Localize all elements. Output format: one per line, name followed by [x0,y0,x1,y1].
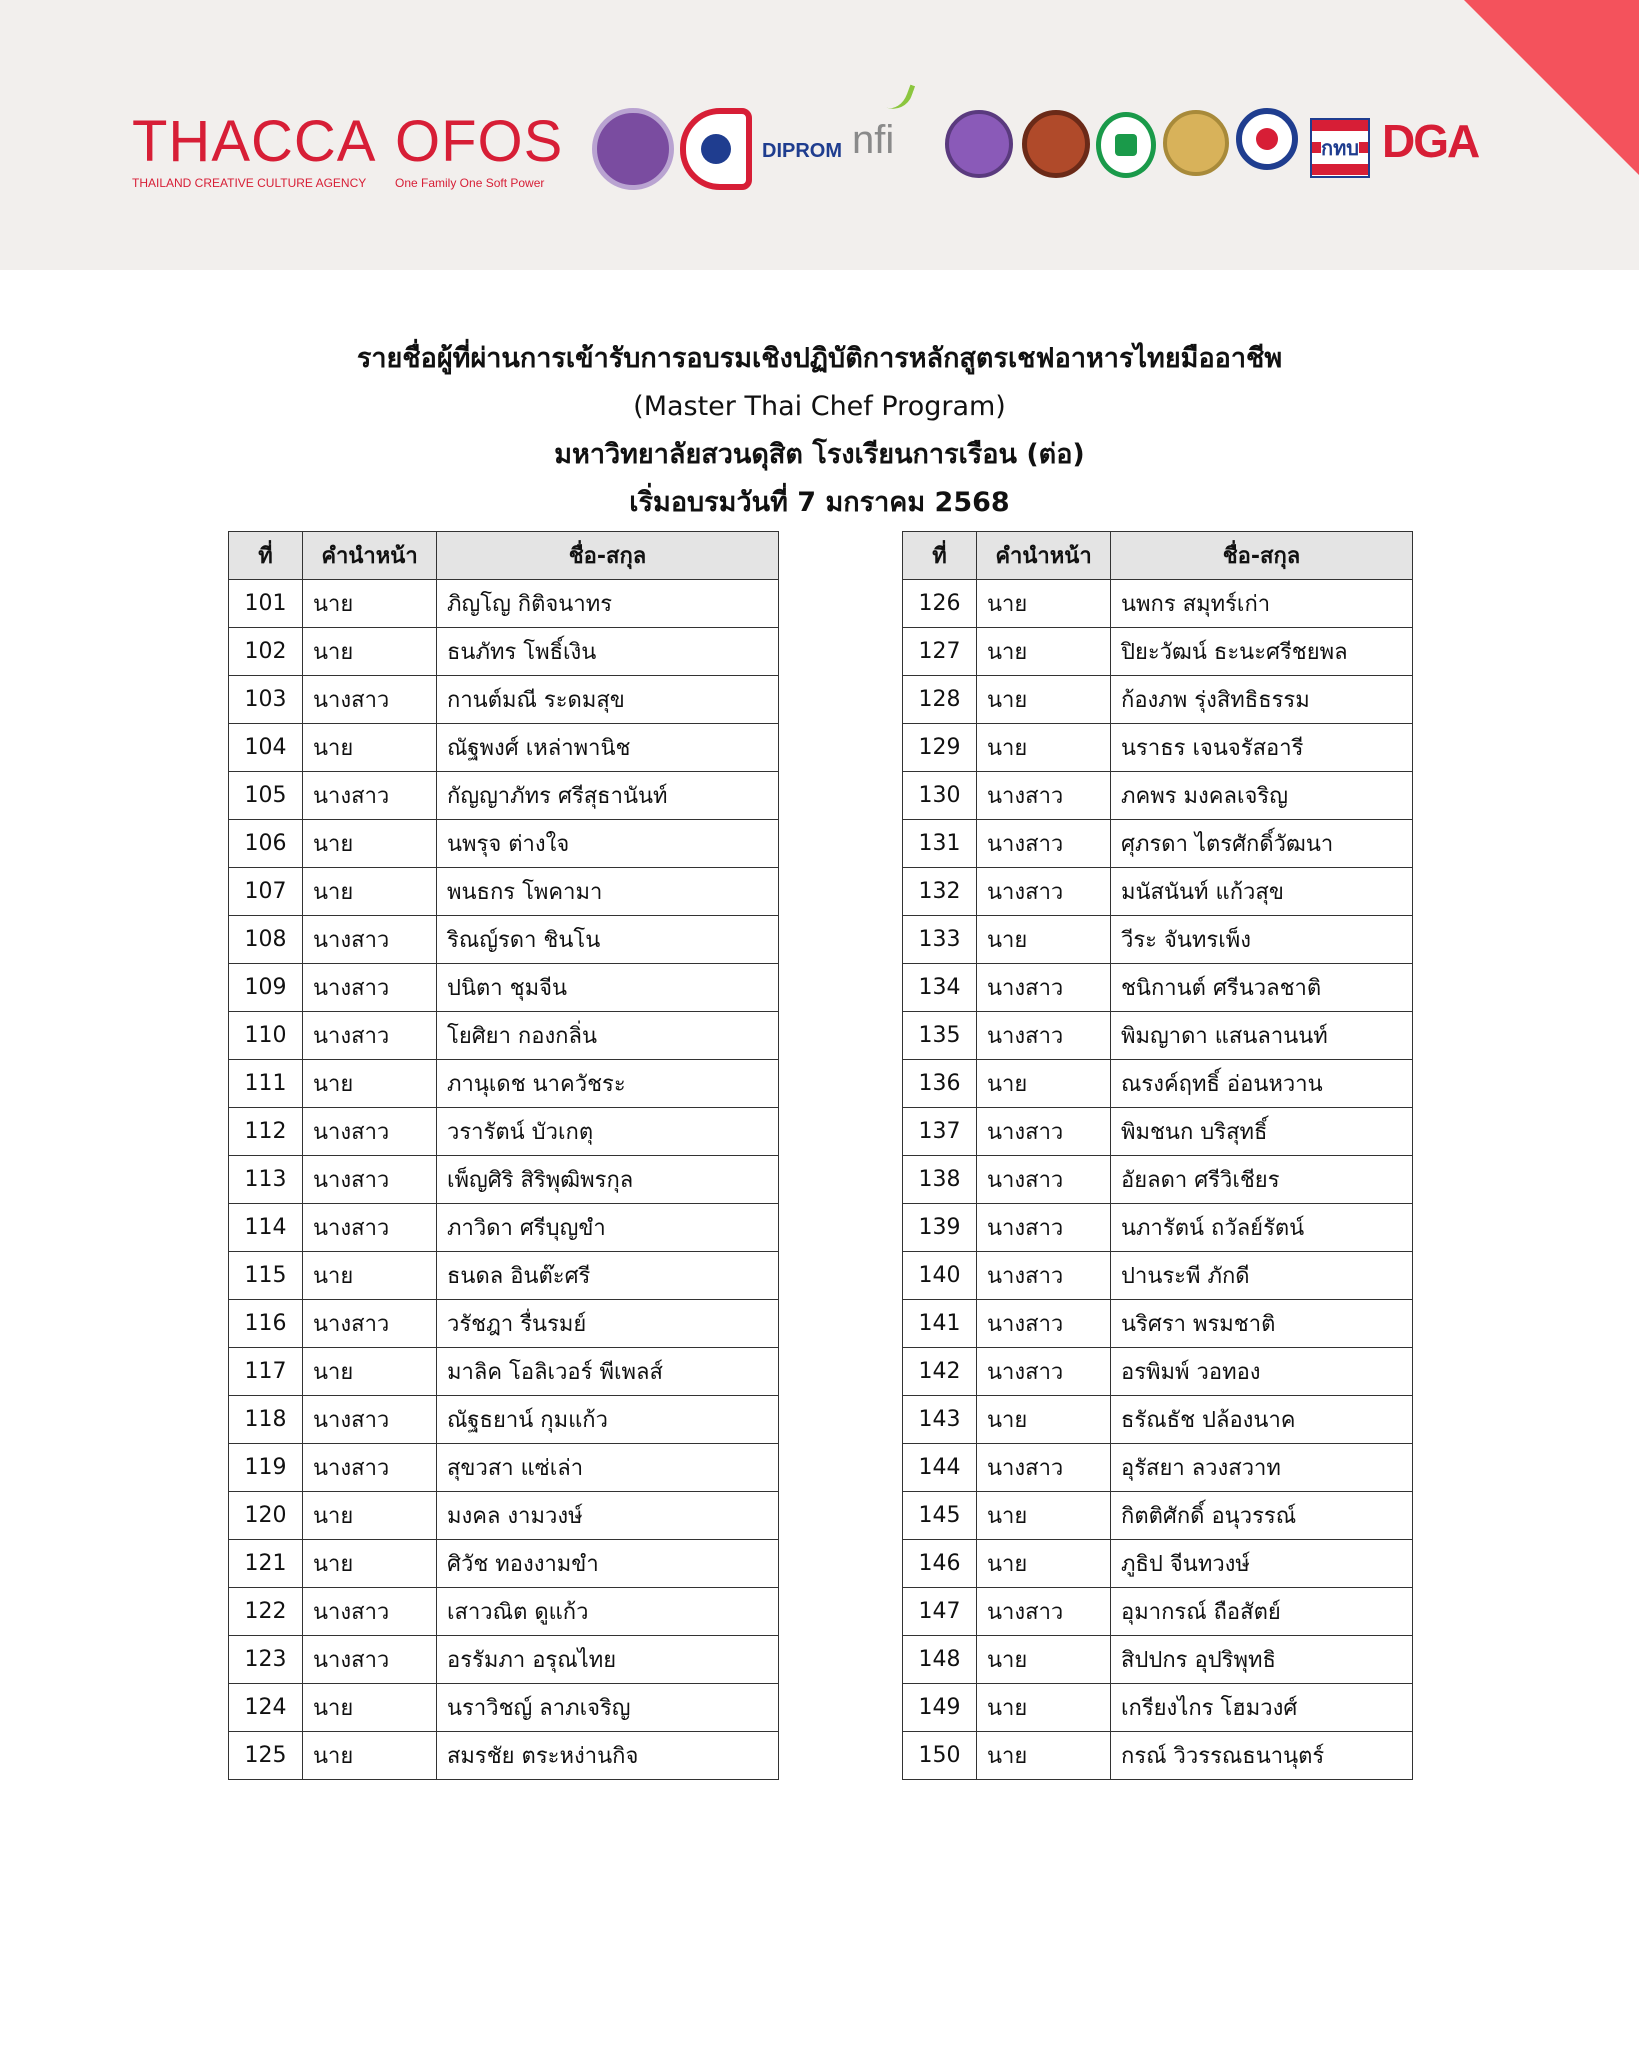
row-number: 139 [903,1204,977,1252]
row-prefix: นางสาว [303,1300,437,1348]
row-prefix: นางสาว [977,1300,1111,1348]
anniversary-emblem-icon [680,108,752,190]
row-number: 149 [903,1684,977,1732]
row-number: 111 [229,1060,303,1108]
row-name: ณรงค์ฤทธิ์ อ่อนหวาน [1111,1060,1413,1108]
row-name: ภานุเดช นาควัชระ [437,1060,779,1108]
table-row [903,1588,1413,1636]
dga-logo [1382,114,1478,168]
table-row [903,1156,1413,1204]
row-number: 128 [903,676,977,724]
row-name: เกรียงไกร โฮมวงศ์ [1111,1684,1413,1732]
row-name: วรารัตน์ บัวเกตุ [437,1108,779,1156]
row-prefix: นาย [303,1252,437,1300]
row-prefix: นางสาว [977,1588,1111,1636]
leaf-icon [876,76,915,115]
row-name: มาลิค โอลิเวอร์ พีเพลส์ [437,1348,779,1396]
row-name: มงคล งามวงษ์ [437,1492,779,1540]
row-name: วรัชฎา รื่นรมย์ [437,1300,779,1348]
ministry-seal-icon [592,108,674,190]
table-row [229,1684,779,1732]
row-prefix: นางสาว [303,1204,437,1252]
row-name: ภาวิดา ศรีบุญขำ [437,1204,779,1252]
row-prefix: นางสาว [977,772,1111,820]
table-row [903,580,1413,628]
row-number: 134 [903,964,977,1012]
table-row [229,1444,779,1492]
row-number: 126 [903,580,977,628]
title-line-2: (Master Thai Chef Program) [633,391,1006,422]
row-prefix: นางสาว [977,1252,1111,1300]
row-prefix: นางสาว [977,820,1111,868]
table-row [903,1012,1413,1060]
row-prefix: นางสาว [977,868,1111,916]
header-name: ชื่อ-สกุล [1111,532,1413,580]
ofos-logo-name: OFOS [395,109,564,174]
row-name: พนธกร โพคามา [437,868,779,916]
row-prefix: นาย [977,724,1111,772]
row-number: 105 [229,772,303,820]
row-name: นริศรา พรมชาติ [1111,1300,1413,1348]
row-number: 121 [229,1540,303,1588]
table-row [903,868,1413,916]
table-row [229,868,779,916]
nfi-logo-text: nfi [852,118,895,162]
row-number: 110 [229,1012,303,1060]
row-prefix: นาย [977,1540,1111,1588]
table-row [903,1060,1413,1108]
row-prefix: นาย [303,868,437,916]
row-number: 148 [903,1636,977,1684]
row-name: อัยลดา ศรีวิเชียร [1111,1156,1413,1204]
header-banner [0,0,1639,270]
row-name: พิมชนก บริสุทธิ์ [1111,1108,1413,1156]
row-number: 118 [229,1396,303,1444]
row-name: ปนิตา ชุมจีน [437,964,779,1012]
row-name: นพกร สมุทร์เก่า [1111,580,1413,628]
table-row [903,1492,1413,1540]
row-name: นราธร เจนจรัสอารี [1111,724,1413,772]
table-row [903,628,1413,676]
health-seal-icon [1096,112,1156,178]
table-header-row [229,532,779,580]
row-number: 143 [903,1396,977,1444]
table-row [229,1300,779,1348]
gold-seal-icon [1163,110,1229,176]
row-number: 119 [229,1444,303,1492]
row-prefix: นาย [303,1684,437,1732]
row-prefix: นางสาว [303,1108,437,1156]
row-prefix: นาย [303,628,437,676]
row-prefix: นาย [977,580,1111,628]
row-name: ปานระพี ภักดี [1111,1252,1413,1300]
table-row [903,916,1413,964]
table-row [229,1060,779,1108]
row-prefix: นางสาว [303,1156,437,1204]
row-number: 101 [229,580,303,628]
table-row [229,916,779,964]
row-number: 146 [903,1540,977,1588]
ofos-logo [395,109,564,190]
row-name: ณัฐธยาน์ กุมแก้ว [437,1396,779,1444]
row-prefix: นางสาว [977,1156,1111,1204]
row-prefix: นางสาว [977,1348,1111,1396]
table-row [903,1732,1413,1780]
row-prefix: นางสาว [303,1588,437,1636]
row-name: ก้องภพ รุ่งสิทธิธรรม [1111,676,1413,724]
row-name: ภคพร มงคลเจริญ [1111,772,1413,820]
table-row [229,1588,779,1636]
table-row [229,1108,779,1156]
table-row [903,676,1413,724]
thacca-logo [132,109,377,190]
table-row [229,676,779,724]
row-number: 133 [903,916,977,964]
row-name: พิมญาดา แสนลานนท์ [1111,1012,1413,1060]
row-number: 124 [229,1684,303,1732]
row-number: 145 [903,1492,977,1540]
row-number: 115 [229,1252,303,1300]
table-row [903,772,1413,820]
header-prefix: คำนำหน้า [977,532,1111,580]
row-prefix: นาย [977,1060,1111,1108]
row-number: 135 [903,1012,977,1060]
title-line-4: เริ่มอบรมวันที่ 7 มกราคม 2568 [629,487,1010,518]
row-name: เสาวณิต ดูแก้ว [437,1588,779,1636]
row-prefix: นาย [977,676,1111,724]
row-number: 141 [903,1300,977,1348]
table-row [903,1348,1413,1396]
row-prefix: นาย [303,820,437,868]
row-number: 122 [229,1588,303,1636]
row-number: 109 [229,964,303,1012]
row-name: ธนภัทร โพธิ์เงิน [437,628,779,676]
row-name: ชนิกานต์ ศรีนวลชาติ [1111,964,1413,1012]
table-row [229,1732,779,1780]
row-name: นภารัตน์ ถวัลย์รัตน์ [1111,1204,1413,1252]
participants-table-right [902,531,1413,1780]
culture-seal-icon [945,110,1013,178]
header-no: ที่ [229,532,303,580]
row-prefix: นางสาว [977,1444,1111,1492]
thacca-logo-tagline: THAILAND CREATIVE CULTURE AGENCY [132,176,367,190]
table-row [229,1348,779,1396]
table-row [229,820,779,868]
table-row [229,1252,779,1300]
table-row [903,1204,1413,1252]
row-prefix: นาย [303,580,437,628]
row-number: 150 [903,1732,977,1780]
row-number: 130 [903,772,977,820]
participants-table-left [228,531,779,1780]
row-prefix: นาย [977,1636,1111,1684]
row-prefix: นาย [977,1396,1111,1444]
row-number: 108 [229,916,303,964]
row-number: 102 [229,628,303,676]
table-row [229,772,779,820]
table-row [229,1396,779,1444]
table-row [903,724,1413,772]
table-header-row [903,532,1413,580]
row-prefix: นางสาว [303,1636,437,1684]
row-prefix: นาย [977,1684,1111,1732]
row-name: เพ็ญศิริ สิริพุฒิพรกุล [437,1156,779,1204]
row-prefix: นาย [977,916,1111,964]
row-name: ภิญโญ กิติจนาทร [437,580,779,628]
row-number: 106 [229,820,303,868]
row-prefix: นาย [977,1492,1111,1540]
row-number: 144 [903,1444,977,1492]
header-prefix: คำนำหน้า [303,532,437,580]
table-row [229,1156,779,1204]
diprom-logo-text: DIPROM [762,140,842,162]
row-name: ธนดล อินต๊ะศรี [437,1252,779,1300]
table-row [903,820,1413,868]
table-row [229,1540,779,1588]
row-name: ปิยะวัฒน์ ธะนะศรีชยพล [1111,628,1413,676]
row-number: 127 [903,628,977,676]
row-number: 104 [229,724,303,772]
table-row [229,1492,779,1540]
row-prefix: นางสาว [303,1396,437,1444]
row-prefix: นางสาว [303,772,437,820]
row-name: อรรัมภา อรุณไทย [437,1636,779,1684]
row-number: 114 [229,1204,303,1252]
dga-logo-text: DGA [1382,115,1479,167]
row-number: 107 [229,868,303,916]
table-row [229,964,779,1012]
row-name: สมรชัย ตระหง่านกิจ [437,1732,779,1780]
table-row [903,1108,1413,1156]
row-number: 113 [229,1156,303,1204]
row-number: 147 [903,1588,977,1636]
row-number: 120 [229,1492,303,1540]
table-row [229,580,779,628]
row-number: 137 [903,1108,977,1156]
row-name: วีระ จันทรเพ็ง [1111,916,1413,964]
row-name: กานต์มณี ระดมสุข [437,676,779,724]
table-row [229,724,779,772]
ofos-logo-tagline: One Family One Soft Power [395,176,545,190]
table-row [903,1444,1413,1492]
row-number: 136 [903,1060,977,1108]
row-prefix: นาย [303,1540,437,1588]
row-prefix: นางสาว [977,1204,1111,1252]
row-prefix: นาย [303,1348,437,1396]
row-prefix: นางสาว [303,1012,437,1060]
header-no: ที่ [903,532,977,580]
gtb-logo-text: กทบ [1321,136,1359,160]
table-row [229,1012,779,1060]
royal-seal-icon [1022,110,1090,178]
row-name: สุขวสา แซ่เล่า [437,1444,779,1492]
row-prefix: นางสาว [303,916,437,964]
table-row [903,1252,1413,1300]
row-name: กัญญาภัทร ศรีสุธานันท์ [437,772,779,820]
row-prefix: นางสาว [303,676,437,724]
row-name: สิปปกร อุปริพุทธิ [1111,1636,1413,1684]
row-prefix: นาย [303,1492,437,1540]
row-number: 131 [903,820,977,868]
row-name: ศุภรดา ไตรศักดิ์วัฒนา [1111,820,1413,868]
table-row [903,964,1413,1012]
row-prefix: นางสาว [977,1012,1111,1060]
row-name: อรพิมพ์ วอทอง [1111,1348,1413,1396]
corner-accent [1464,0,1639,175]
row-name: ธรัณธัช ปล้องนาค [1111,1396,1413,1444]
row-name: ริณญ์รดา ชินโน [437,916,779,964]
thacca-logo-name: THACCA [132,109,377,174]
row-name: กิตติศักดิ์ อนุวรรณ์ [1111,1492,1413,1540]
row-number: 140 [903,1252,977,1300]
row-number: 112 [229,1108,303,1156]
row-prefix: นาย [303,1732,437,1780]
blue-red-seal-icon [1236,108,1298,170]
row-prefix: นาย [977,628,1111,676]
header-name: ชื่อ-สกุล [437,532,779,580]
title-line-3: มหาวิทยาลัยสวนดุสิต โรงเรียนการเรือน (ต่อ) [554,439,1085,470]
row-prefix: นางสาว [977,964,1111,1012]
table-row [903,1540,1413,1588]
row-number: 142 [903,1348,977,1396]
row-name: นราวิชญ์ ลาภเจริญ [437,1684,779,1732]
row-prefix: นางสาว [303,964,437,1012]
table-row [229,628,779,676]
row-number: 132 [903,868,977,916]
row-name: อุรัสยา ลวงสวาท [1111,1444,1413,1492]
row-name: กรณ์ วิวรรณธนานุตร์ [1111,1732,1413,1780]
table-row [229,1204,779,1252]
row-prefix: นางสาว [977,1108,1111,1156]
row-number: 117 [229,1348,303,1396]
row-number: 123 [229,1636,303,1684]
row-number: 103 [229,676,303,724]
row-prefix: นาย [303,1060,437,1108]
row-prefix: นางสาว [303,1444,437,1492]
row-number: 129 [903,724,977,772]
title-line-1: รายชื่อผู้ที่ผ่านการเข้ารับการอบรมเชิงปฏิบัติการหลักสูตรเชฟอาหารไทยมืออาชีพ [356,343,1283,374]
row-number: 138 [903,1156,977,1204]
table-row [903,1636,1413,1684]
row-number: 125 [229,1732,303,1780]
row-name: นพรุจ ต่างใจ [437,820,779,868]
nfi-logo [852,118,894,163]
gtb-logo [1310,118,1370,178]
table-row [229,1636,779,1684]
row-name: ศิวัช ทองงามขำ [437,1540,779,1588]
table-row [903,1396,1413,1444]
row-name: ภูธิป จีนทวงษ์ [1111,1540,1413,1588]
table-row [903,1684,1413,1732]
row-name: ณัฐพงศ์ เหล่าพานิช [437,724,779,772]
diprom-logo [762,140,842,163]
row-number: 116 [229,1300,303,1348]
row-name: โยศิยา กองกลิ่น [437,1012,779,1060]
document-title [0,335,1639,527]
row-name: มนัสนันท์ แก้วสุข [1111,868,1413,916]
row-prefix: นาย [977,1732,1111,1780]
table-row [903,1300,1413,1348]
row-name: อุมากรณ์ ถือสัตย์ [1111,1588,1413,1636]
row-prefix: นาย [303,724,437,772]
